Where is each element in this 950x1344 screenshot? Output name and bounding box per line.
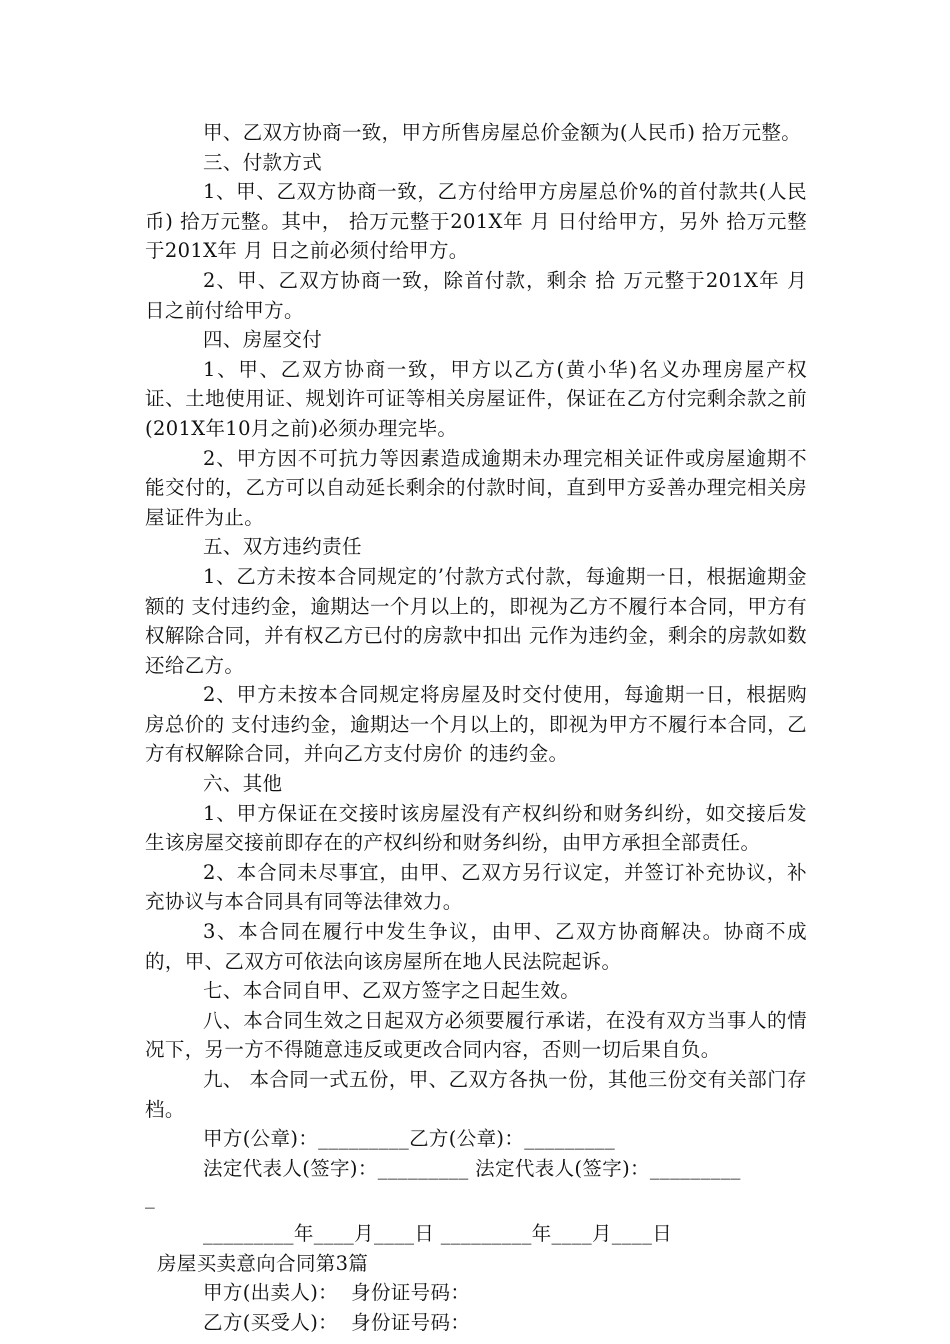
heading-house-delivery: 四、房屋交付: [203, 328, 323, 352]
paragraph-effective: 七、本合同自甲、乙双方签字之日起生效。: [203, 979, 581, 1003]
seal-signature-line: 甲方(公章)：_________乙方(公章)：_________: [203, 1127, 616, 1151]
paragraph-breach-1: 1、乙方未按本合同规定的’付款方式付款，每逾期一日，根据逾期金额的 支付违约金，逾期达一个月以上的，即视为乙方不履行本合同，甲方有权解除合同，并有权乙方已付的房款中扣出 元作为违约金，剩余的房款如数还给乙方。: [145, 564, 807, 677]
party-b-line: 乙方(买受人)： 身份证号码：: [203, 1310, 471, 1334]
paragraph-other-2: 2、本合同未尽事宜，由甲、乙双方另行议定，并签订补充协议，补充协议与本合同具有同等法律效力。: [145, 860, 807, 914]
date-line: _________年____月____日 _________年____月____日: [203, 1221, 673, 1245]
paragraph-delivery-1: 1、甲、乙双方协商一致，甲方以乙方(黄小华)名义办理房屋产权证、土地使用证、规划许可证等相关房屋证件，保证在乙方付完剩余款之前(201X年10月之前)必须办理完毕。: [145, 357, 807, 440]
contract-page: [145, 118, 807, 1337]
party-a-line: 甲方(出卖人)： 身份证号码：: [203, 1281, 471, 1305]
paragraph-copies: 九、 本合同一式五份，甲、乙双方各执一份，其他三份交有关部门存档。: [145, 1068, 807, 1121]
next-contract-title: 房屋买卖意向合同第3篇: [157, 1251, 369, 1275]
paragraph-other-1: 1、甲方保证在交接时该房屋没有产权纠纷和财务纠纷，如交接后发生该房屋交接前即存在的产权纠纷和财务纠纷，由甲方承担全部责任。: [145, 801, 807, 855]
paragraph-other-3: 3、本合同在履行中发生争议，由甲、乙双方协商解决。协商不成的，甲、乙双方可依法向该房屋所在地人民法院起诉。: [145, 920, 807, 973]
heading-other: 六、其他: [203, 772, 283, 796]
heading-payment-method: 三、付款方式: [203, 150, 323, 174]
paragraph-delivery-2: 2、甲方因不可抗力等因素造成逾期未办理完相关证件或房屋逾期不能交付的，乙方可以自动延长剩余的付款时间，直到甲方妥善办理完相关房屋证件为止。: [145, 446, 807, 529]
paragraph-breach-2: 2、甲方未按本合同规定将房屋及时交付使用，每逾期一日，根据购房总价的 支付违约金，逾期达一个月以上的，即视为甲方不履行本合同，乙方有权解除合同，并向乙方支付房价 的违约金。: [145, 683, 807, 766]
heading-breach-liability: 五、双方违约责任: [203, 535, 362, 559]
paragraph-payment-1: 1、甲、乙双方协商一致，乙方付给甲方房屋总价%的首付款共(人民币) 拾万元整。其中， 拾万元整于201X年 月 日付给甲方，另外 拾万元整于201X年 月 日之前必须付给甲方。: [145, 180, 807, 263]
paragraph-total-price: 甲、乙双方协商一致，甲方所售房屋总价金额为(人民币) 拾万元整。: [203, 121, 802, 144]
paragraph-obligation: 八、本合同生效之日起双方必须要履行承诺，在没有双方当事人的情况下，另一方不得随意违反或更改合同内容，否则一切后果自负。: [145, 1008, 807, 1062]
signature-overflow-dash: _: [145, 1186, 156, 1210]
representative-signature-line: 法定代表人(签字)：_________ 法定代表人(签字)：_________: [203, 1156, 741, 1180]
paragraph-payment-2: 2、甲、乙双方协商一致，除首付款，剩余 拾 万元整于201X年 月 日之前付给甲方。: [145, 268, 807, 322]
